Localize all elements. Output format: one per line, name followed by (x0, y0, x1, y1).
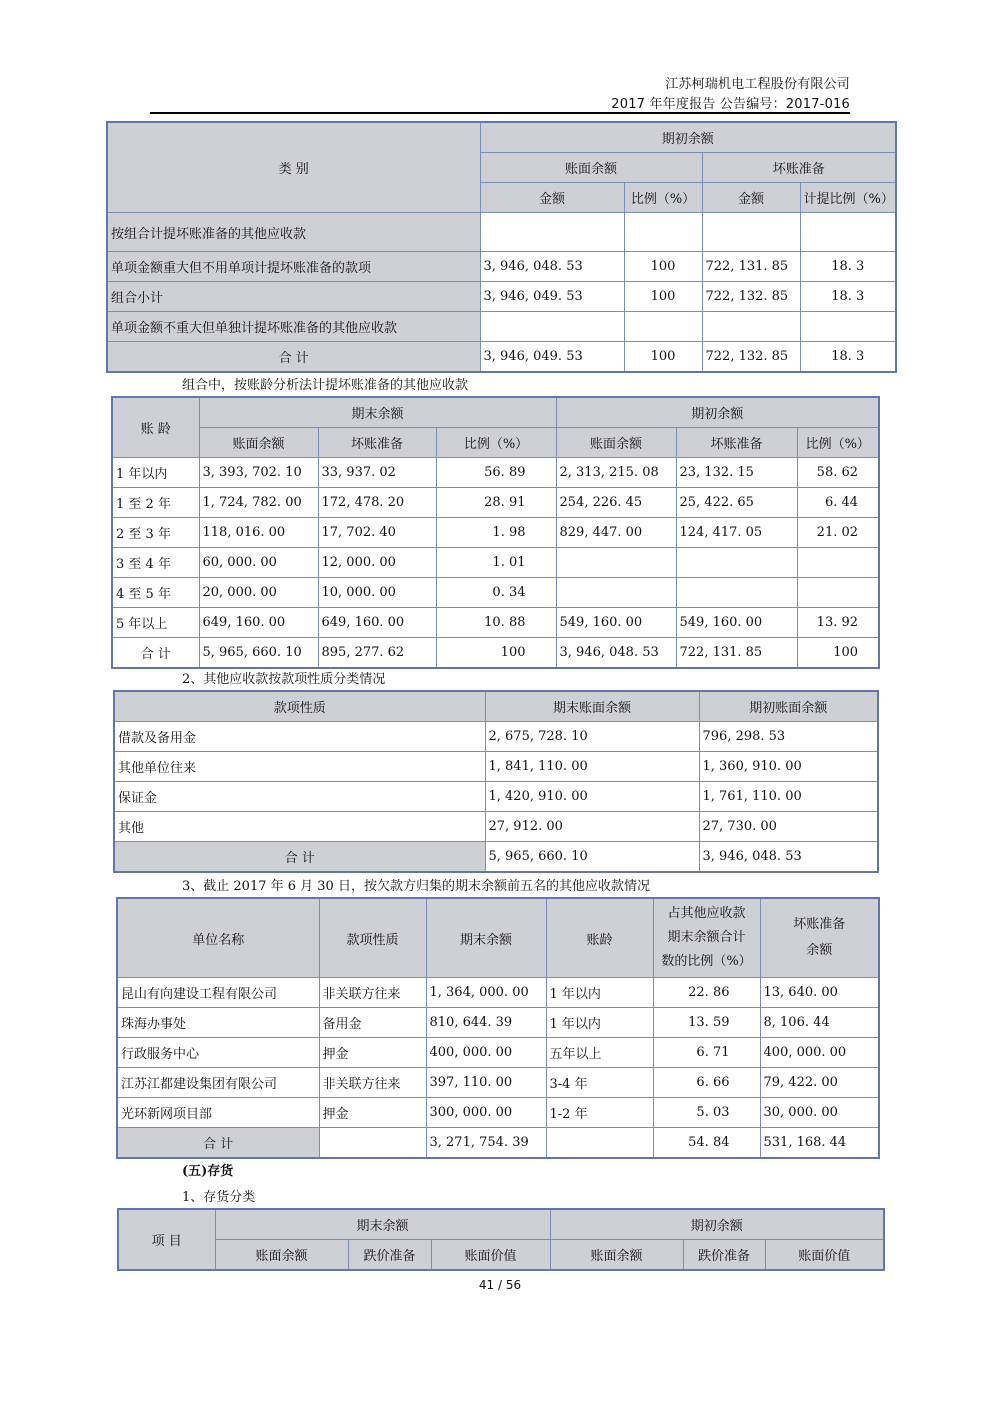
cell: 172, 478. 20 (318, 488, 436, 518)
cell (546, 1128, 653, 1159)
cell: 895, 277. 62 (318, 638, 436, 669)
table-row (117, 1068, 879, 1098)
age-cell: 1 年以内 (112, 458, 199, 488)
cell: 300, 000. 00 (426, 1098, 546, 1128)
cell: 押金 (319, 1098, 426, 1128)
age-cell: 1 至 2 年 (112, 488, 199, 518)
table-row (117, 1038, 879, 1068)
cell: 昆山有向建设工程有限公司 (117, 978, 319, 1008)
table-row (112, 608, 879, 638)
total-row (112, 638, 879, 669)
cell: 810, 644. 39 (426, 1008, 546, 1038)
cell (676, 578, 797, 608)
row-label: 组合小计 (107, 282, 480, 312)
cell: 13. 92 (797, 608, 879, 638)
cell: 1, 761, 110. 00 (699, 782, 878, 812)
cell: 100 (797, 638, 879, 669)
cell: 1, 364, 000. 00 (426, 978, 546, 1008)
cell: 5, 965, 660. 10 (199, 638, 318, 669)
section-inventory-heading: (五)存货 (182, 1164, 234, 1179)
report-title: 2017 年年度报告 公告编号：2017-016 (611, 97, 850, 112)
cell: 10, 000. 00 (318, 578, 436, 608)
header-bad-debt: 坏账准备 (676, 428, 797, 458)
cell: 3, 946, 049. 53 (480, 282, 624, 312)
table-row (112, 458, 879, 488)
header-age: 账 龄 (112, 397, 199, 458)
cell: 25, 422. 65 (676, 488, 797, 518)
age-cell: 4 至 5 年 (112, 578, 199, 608)
cell: 829, 447. 00 (556, 518, 676, 548)
cell (797, 578, 879, 608)
cell: 珠海办事处 (117, 1008, 319, 1038)
cell (319, 1128, 426, 1159)
cell: 56. 89 (436, 458, 556, 488)
cell: 60, 000. 00 (199, 548, 318, 578)
header-category: 类 别 (107, 122, 480, 213)
header-book-balance: 账面余额 (199, 428, 318, 458)
header-opening-balance: 期初余额 (480, 122, 896, 153)
header-bad-debt-balance (760, 898, 879, 978)
table-row (117, 1098, 879, 1128)
header-bad-debt: 坏账准备 (702, 153, 896, 183)
cell: 6. 66 (653, 1068, 760, 1098)
cell: 1. 01 (436, 548, 556, 578)
cell: 100 (624, 252, 702, 282)
age-cell: 5 年以上 (112, 608, 199, 638)
company-name: 江苏柯瑞机电工程股份有限公司 (665, 77, 850, 92)
cell: 3, 946, 048. 53 (556, 638, 676, 669)
cell (480, 312, 624, 342)
cell: 借款及备用金 (114, 722, 485, 752)
header-closing-balance: 期末余额 (215, 1209, 550, 1240)
cell (624, 312, 702, 342)
cell: 58. 62 (797, 458, 879, 488)
cell: 18. 3 (800, 252, 896, 282)
cell: 796, 298. 53 (699, 722, 878, 752)
table-row (112, 578, 879, 608)
cell: 549, 160. 00 (556, 608, 676, 638)
caption-by-nature: 2、其他应收款按款项性质分类情况 (182, 672, 386, 687)
bad-debt-category-table (106, 121, 897, 373)
cell: 649, 160. 00 (199, 608, 318, 638)
table-row (107, 312, 896, 342)
total-label: 合 计 (117, 1128, 319, 1159)
page-number: 41 / 56 (478, 1278, 522, 1292)
cell: 254, 226. 45 (556, 488, 676, 518)
header-bad-debt: 坏账准备 (318, 428, 436, 458)
caption-inventory-class: 1、存货分类 (182, 1190, 256, 1205)
cell (556, 548, 676, 578)
cell: 13. 59 (653, 1008, 760, 1038)
cell: 100 (436, 638, 556, 669)
age-cell: 3 至 4 年 (112, 548, 199, 578)
cell: 27, 912. 00 (485, 812, 699, 842)
cell: 江苏江都建设集团有限公司 (117, 1068, 319, 1098)
cell: 其他单位往来 (114, 752, 485, 782)
table-row (112, 518, 879, 548)
cell: 光环新网项目部 (117, 1098, 319, 1128)
total-row (107, 342, 896, 373)
header-closing-balance: 期末余额 (199, 397, 556, 428)
header-closing-balance: 期末余额 (426, 898, 546, 978)
total-label: 合 计 (107, 342, 480, 373)
header-book-balance: 账面余额 (550, 1240, 683, 1271)
total-row (114, 842, 878, 873)
cell: 531, 168. 44 (760, 1128, 879, 1159)
cell: 397, 110. 00 (426, 1068, 546, 1098)
header-bad-debt-line: 坏账准备 (793, 917, 846, 932)
cell: 2, 675, 728. 10 (485, 722, 699, 752)
row-label: 按组合计提坏账准备的其他应收款 (107, 213, 480, 252)
cell (797, 548, 879, 578)
table-row (114, 752, 878, 782)
cell: 1-2 年 (546, 1098, 653, 1128)
table-row (117, 1008, 879, 1038)
cell: 13, 640. 00 (760, 978, 879, 1008)
cell (702, 312, 800, 342)
cell: 5, 965, 660. 10 (485, 842, 699, 873)
caption-top-five: 3、截止 2017 年 6 月 30 日，按欠款方归集的期末余额前五名的其他应收款情况 (182, 879, 650, 894)
cell: 649, 160. 00 (318, 608, 436, 638)
cell: 3, 946, 049. 53 (480, 342, 624, 373)
caption-aging-analysis: 组合中，按账龄分析法计提坏账准备的其他应收款 (182, 378, 469, 393)
table-row (114, 812, 878, 842)
cell: 1 年以内 (546, 978, 653, 1008)
cell: 18. 3 (800, 282, 896, 312)
cell: 27, 730. 00 (699, 812, 878, 842)
table-row (107, 252, 896, 282)
cell (556, 578, 676, 608)
header-amount: 金额 (702, 183, 800, 213)
header-nature: 款项性质 (319, 898, 426, 978)
cell: 非关联方往来 (319, 978, 426, 1008)
cell: 1, 841, 110. 00 (485, 752, 699, 782)
top-five-table (116, 897, 880, 1159)
cell (702, 213, 800, 252)
header-age: 账龄 (546, 898, 653, 978)
cell: 33, 937. 02 (318, 458, 436, 488)
cell: 118, 016. 00 (199, 518, 318, 548)
header-opening-book: 期初账面余额 (699, 691, 878, 722)
cell: 10. 88 (436, 608, 556, 638)
header-unit-name: 单位名称 (117, 898, 319, 978)
cell: 备用金 (319, 1008, 426, 1038)
cell (800, 213, 896, 252)
header-percentage (653, 898, 760, 978)
header-ratio: 比例（%） (436, 428, 556, 458)
cell: 17, 702. 40 (318, 518, 436, 548)
cell: 3, 946, 048. 53 (699, 842, 878, 873)
cell: 6. 44 (797, 488, 879, 518)
header-nature: 款项性质 (114, 691, 485, 722)
cell: 22. 86 (653, 978, 760, 1008)
header-opening-balance: 期初余额 (556, 397, 879, 428)
header-ratio: 比例（%） (797, 428, 879, 458)
cell: 18. 3 (800, 342, 896, 373)
cell: 12, 000. 00 (318, 548, 436, 578)
cell (480, 213, 624, 252)
table-row (117, 978, 879, 1008)
cell: 1, 360, 910. 00 (699, 752, 878, 782)
age-cell: 2 至 3 年 (112, 518, 199, 548)
header-book-balance: 账面余额 (480, 153, 702, 183)
cell: 23, 132. 15 (676, 458, 797, 488)
total-row (117, 1128, 879, 1159)
cell: 其他 (114, 812, 485, 842)
header-impairment: 跌价准备 (683, 1240, 765, 1271)
cell: 8, 106. 44 (760, 1008, 879, 1038)
cell: 1 年以内 (546, 1008, 653, 1038)
cell: 21. 02 (797, 518, 879, 548)
header-percentage-line: 占其他应收款 (667, 906, 746, 921)
inventory-table (117, 1208, 885, 1271)
cell: 722, 131. 85 (676, 638, 797, 669)
cell: 549, 160. 00 (676, 608, 797, 638)
header-opening-balance: 期初余额 (550, 1209, 884, 1240)
header-percentage-line: 数的比例（%） (661, 954, 752, 969)
header-ratio: 比例（%） (624, 183, 702, 213)
cell (800, 312, 896, 342)
table-row (114, 722, 878, 752)
table-row (107, 213, 896, 252)
cell: 行政服务中心 (117, 1038, 319, 1068)
table-row (114, 782, 878, 812)
total-label: 合 计 (112, 638, 199, 669)
cell: 押金 (319, 1038, 426, 1068)
nature-table (113, 690, 879, 873)
cell: 6. 71 (653, 1038, 760, 1068)
row-label: 单项金额不重大但单独计提坏账准备的其他应收款 (107, 312, 480, 342)
aging-table (111, 396, 880, 669)
header-percentage-line: 期末余额合计 (667, 930, 746, 945)
cell: 79, 422. 00 (760, 1068, 879, 1098)
header-provision-ratio: 计提比例（%） (800, 183, 896, 213)
cell: 5. 03 (653, 1098, 760, 1128)
header-book-value: 账面价值 (431, 1240, 550, 1271)
cell: 30, 000. 00 (760, 1098, 879, 1128)
header-bad-debt-line: 余额 (806, 943, 833, 958)
cell: 1, 420, 910. 00 (485, 782, 699, 812)
cell: 722, 132. 85 (702, 282, 800, 312)
cell: 400, 000. 00 (426, 1038, 546, 1068)
cell: 0. 34 (436, 578, 556, 608)
cell: 722, 131. 85 (702, 252, 800, 282)
header-closing-book: 期末账面余额 (485, 691, 699, 722)
cell: 3, 271, 754. 39 (426, 1128, 546, 1159)
cell: 28. 91 (436, 488, 556, 518)
cell: 100 (624, 342, 702, 373)
cell: 124, 417. 05 (676, 518, 797, 548)
cell: 20, 000. 00 (199, 578, 318, 608)
total-label: 合 计 (114, 842, 485, 873)
cell (676, 548, 797, 578)
cell (624, 213, 702, 252)
header-book-balance: 账面余额 (556, 428, 676, 458)
header-impairment: 跌价准备 (348, 1240, 431, 1271)
header-rule (150, 112, 850, 114)
cell: 1. 98 (436, 518, 556, 548)
cell: 400, 000. 00 (760, 1038, 879, 1068)
table-row (112, 548, 879, 578)
cell: 保证金 (114, 782, 485, 812)
header-book-value: 账面价值 (765, 1240, 884, 1271)
table-row (107, 282, 896, 312)
cell: 3, 946, 048. 53 (480, 252, 624, 282)
cell: 非关联方往来 (319, 1068, 426, 1098)
header-book-balance: 账面余额 (215, 1240, 348, 1271)
row-label: 单项金额重大但不用单项计提坏账准备的款项 (107, 252, 480, 282)
cell: 54. 84 (653, 1128, 760, 1159)
cell: 3, 393, 702. 10 (199, 458, 318, 488)
header-amount: 金额 (480, 183, 624, 213)
cell: 722, 132. 85 (702, 342, 800, 373)
cell: 2, 313, 215. 08 (556, 458, 676, 488)
cell: 五年以上 (546, 1038, 653, 1068)
cell: 1, 724, 782. 00 (199, 488, 318, 518)
table-row (112, 488, 879, 518)
cell: 100 (624, 282, 702, 312)
header-item: 项 目 (118, 1209, 215, 1270)
cell: 3-4 年 (546, 1068, 653, 1098)
